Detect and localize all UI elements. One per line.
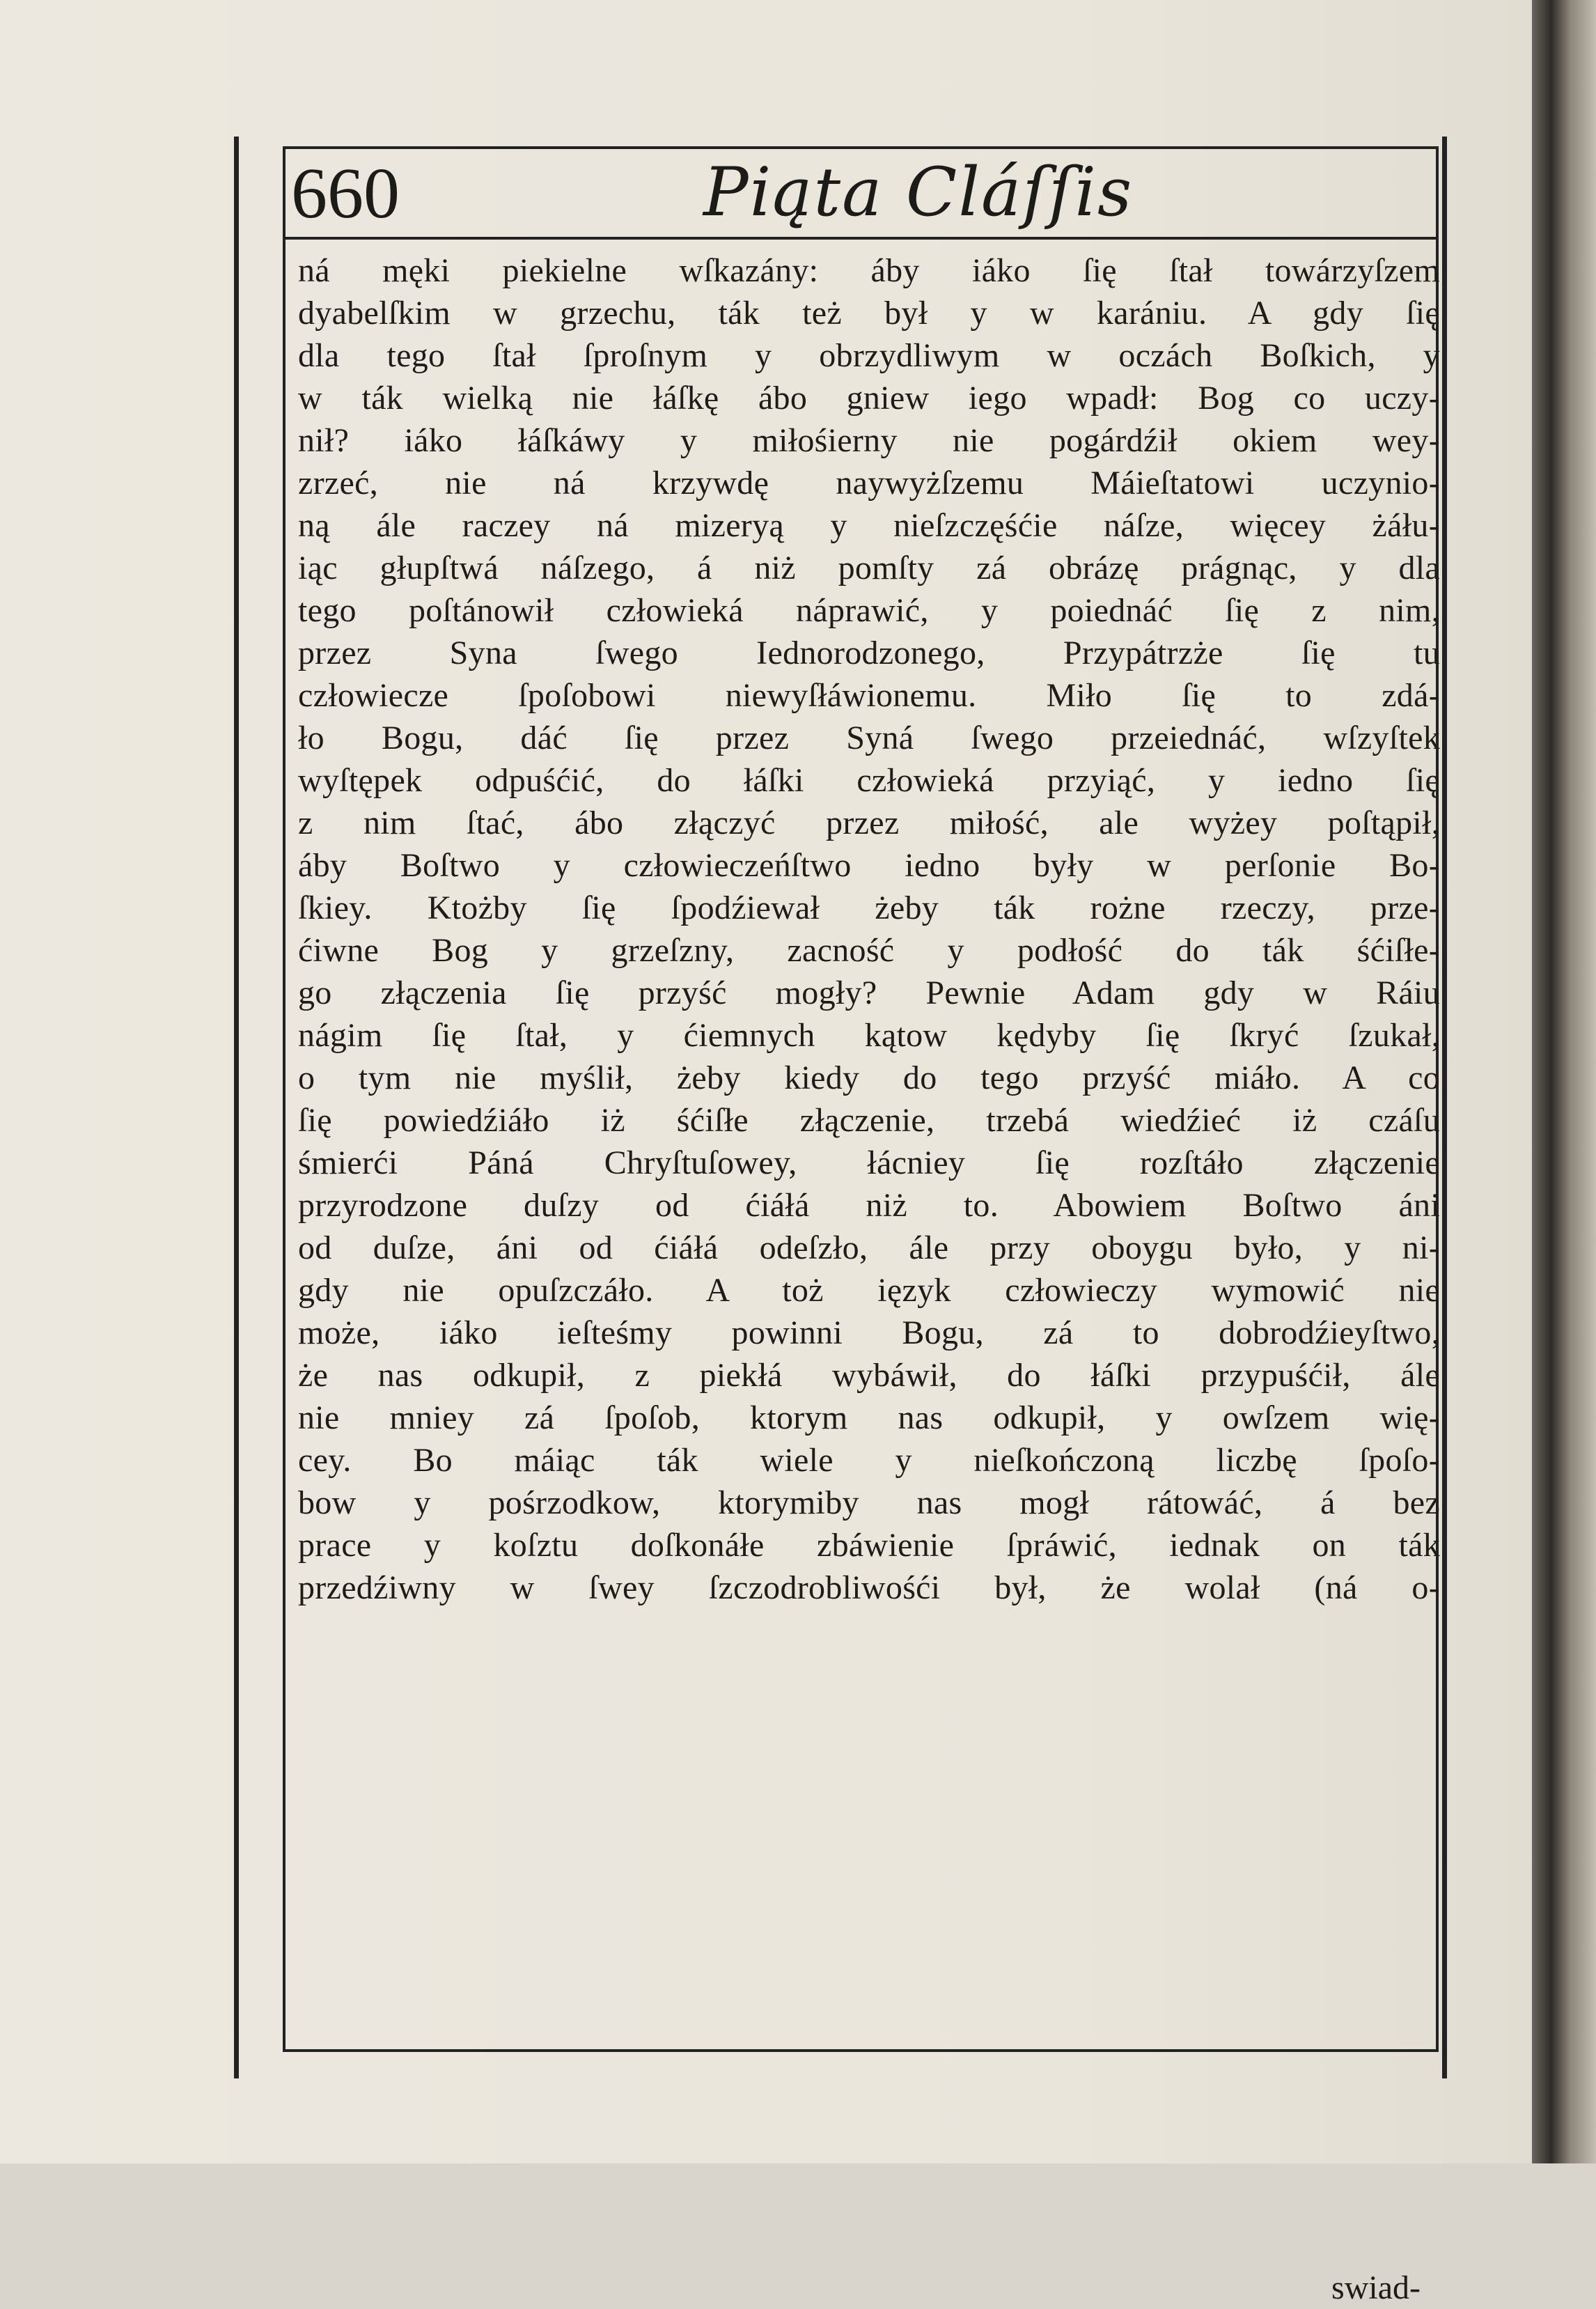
text-line: iąc głupſtwá náſzego, á niż pomſty zá obrázę prágnąc, y dla <box>298 550 1440 586</box>
text-line: dla tego ſtał ſproſnym y obrzydliwym w oczách Boſkich, y <box>298 337 1440 374</box>
text-line: że nas odkupił, z piekłá wybáwił, do łáſki przypuśćił, ále <box>298 1357 1440 1394</box>
text-line: ſię powiedźiáło iż śćiſłe złączenie, trzebá wiedźieć iż czáſu <box>298 1102 1440 1139</box>
text-line: o tym nie myślił, żeby kiedy do tego przyść miáło. A co <box>298 1059 1440 1096</box>
text-line: od duſze, áni od ćiáłá odeſzło, ále przy oboygu było, y ni- <box>298 1229 1440 1266</box>
text-line: przyrodzone duſzy od ćiáłá niż to. Abowiem Boſtwo áni <box>298 1187 1440 1224</box>
page-number: 660 <box>291 153 400 233</box>
text-line: dyabelſkim w grzechu, ták też był y w karániu. A gdy ſię <box>298 295 1440 332</box>
text-line: z nim ſtać, ábo złączyć przez miłość, ale wyżey poſtąpił, <box>298 804 1440 841</box>
text-line: śmierći Páná Chryſtuſowey, łácniey ſię rozſtáło złączenie <box>298 1144 1440 1181</box>
text-line: nił? iáko łáſkáwy y miłośierny nie pogárdźił okiem wey- <box>298 422 1440 459</box>
text-line: gdy nie opuſzczáło. A toż ięzyk człowieczy wymowić nie <box>298 1272 1440 1309</box>
text-line: nie mniey zá ſpoſob, ktorym nas odkupił, y owſzem wię- <box>298 1399 1440 1436</box>
text-line: wyſtępek odpuśćić, do łáſki człowieká przyiąć, y iedno ſię <box>298 762 1440 799</box>
text-line: człowiecze ſpoſobowi niewyſłáwionemu. Miło ſię to zdá- <box>298 677 1440 714</box>
text-line: prace y koſztu doſkonáłe zbáwienie ſpráwić, iednak on ták <box>298 1527 1440 1564</box>
text-line: ćiwne Bog y grzeſzny, zacność y podłość do ták śćiſłe- <box>298 932 1440 969</box>
text-line: ną ále raczey ná mizeryą y nieſzczęśćie náſze, więcey żáłu- <box>298 507 1440 544</box>
text-line: áby Boſtwo y człowieczeńſtwo iedno były w perſonie Bo- <box>298 847 1440 884</box>
text-line: ło Bogu, dáć ſię przez Syná ſwego przeiednáć, wſzyſtek <box>298 720 1440 756</box>
text-line: w ták wielką nie łáſkę ábo gniew iego wpadł: Bog co uczy- <box>298 380 1440 417</box>
running-head: Piąta Cláſſis <box>703 153 1134 231</box>
header-rule <box>283 237 1439 240</box>
text-line: może, iáko ieſteśmy powinni Bogu, zá to dobrodźieyſtwo, <box>298 1314 1440 1351</box>
text-line: bow y pośrzodkow, ktorymiby nas mogł rátowáć, á bez <box>298 1484 1440 1521</box>
text-line: przez Syna ſwego Iednorodzonego, Przypátrzże ſię tu <box>298 635 1440 671</box>
text-line: ná męki piekielne wſkazány: áby iáko ſię ſtał towárzyſzem <box>298 252 1440 289</box>
text-line: nágim ſię ſtał, y ćiemnych kątow kędyby ſię ſkryć ſzukał, <box>298 1017 1440 1054</box>
text-line: cey. Bo máiąc ták wiele y nieſkończoną liczbę ſpoſo- <box>298 1442 1440 1479</box>
text-line: zrzeć, nie ná krzywdę naywyżſzemu Máieſtatowi uczynio- <box>298 465 1440 502</box>
text-line: ſkiey. Ktożby ſię ſpodźiewał żeby ták rożne rzeczy, prze- <box>298 889 1440 926</box>
text-line: przedźiwny w ſwey ſzczodrobliwośći był, że wolał (ná o- <box>298 1569 1440 1606</box>
text-line: tego poſtánowił człowieká náprawić, y poiednáć ſię z nim, <box>298 592 1440 629</box>
catchword: swiad- <box>1331 2269 1421 2306</box>
book-gutter <box>1532 0 1596 2163</box>
body-text <box>298 249 1440 1609</box>
text-line: go złączenia ſię przyść mogły? Pewnie Adam gdy w Ráiu <box>298 974 1440 1011</box>
